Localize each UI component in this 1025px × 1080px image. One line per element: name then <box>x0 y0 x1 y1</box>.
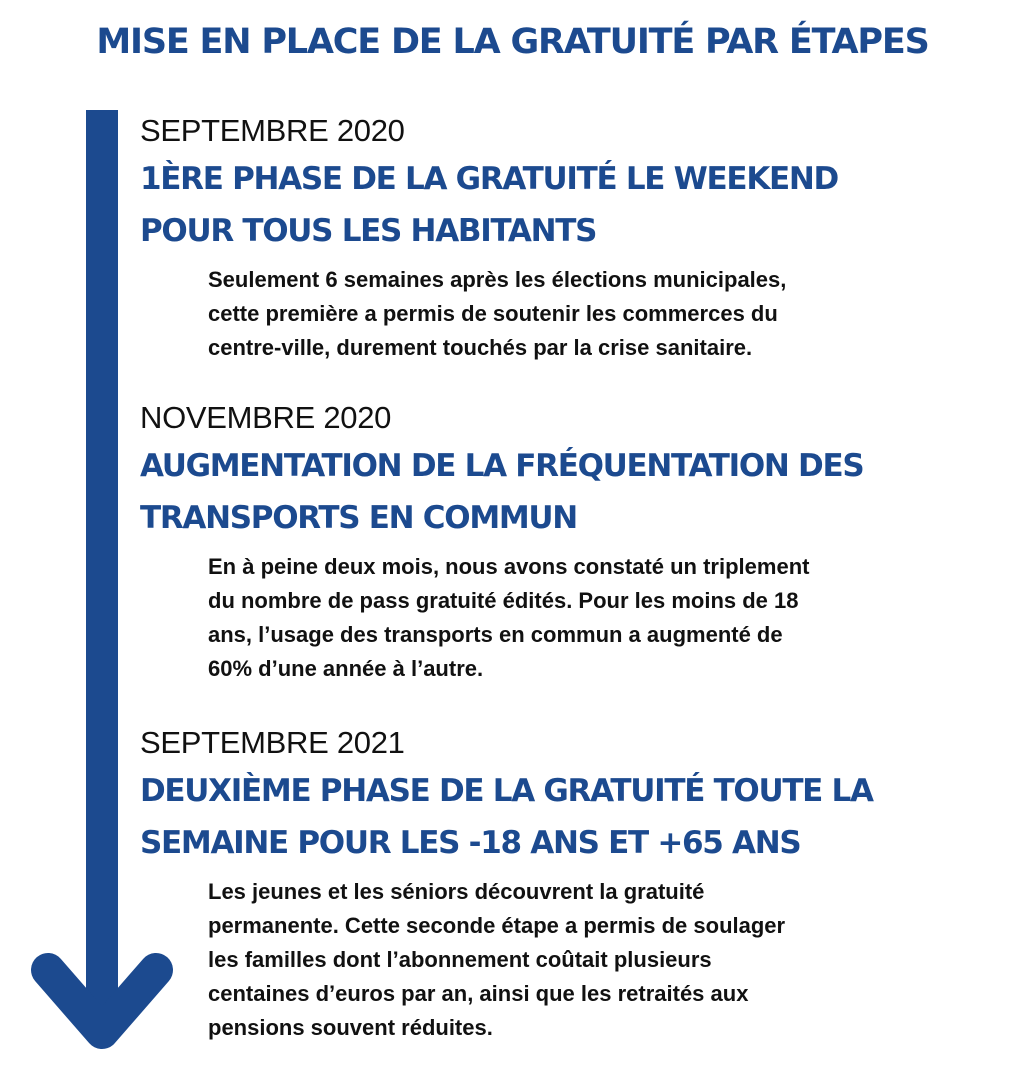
entry-heading <box>140 765 1000 869</box>
entry-heading-line: DEUXIÈME PHASE DE LA GRATUITÉ TOUTE LA <box>140 773 873 809</box>
entry-description <box>208 875 1000 1045</box>
entry-heading <box>140 153 1000 257</box>
entry-heading-line: TRANSPORTS EN COMMUN <box>140 500 577 536</box>
entry-description-line: les familles dont l’abonnement coûtait plusieurs <box>208 947 712 972</box>
entry-date: SEPTEMBRE 2020 <box>140 113 405 148</box>
entry-description-line: cette première a permis de soutenir les commerces du <box>208 301 778 326</box>
entry-heading <box>140 440 1000 544</box>
timeline-entry-september-2021 <box>140 725 1000 1045</box>
entry-description <box>208 550 1000 686</box>
entry-description-line: Seulement 6 semaines après les élections municipales, <box>208 267 787 292</box>
entry-heading-line: 1ÈRE PHASE DE LA GRATUITÉ LE WEEKEND <box>140 161 838 197</box>
entry-description-line: ans, l’usage des transports en commun a augmenté de <box>208 622 783 647</box>
entry-description-line: centaines d’euros par an, ainsi que les retraités aux <box>208 981 749 1006</box>
entry-description-line: Les jeunes et les séniors découvrent la gratuité <box>208 879 705 904</box>
entry-description <box>208 263 1000 365</box>
page-title: MISE EN PLACE DE LA GRATUITÉ PAR ÉTAPES <box>96 22 929 62</box>
entry-date: NOVEMBRE 2020 <box>140 400 392 435</box>
entry-description-line: centre-ville, durement touchés par la crise sanitaire. <box>208 335 753 360</box>
entry-heading-line: SEMAINE POUR LES -18 ANS ET +65 ANS <box>140 825 801 861</box>
entry-date: SEPTEMBRE 2021 <box>140 725 405 760</box>
entry-heading-line: AUGMENTATION DE LA FRÉQUENTATION DES <box>140 448 864 484</box>
timeline-entry-september-2020 <box>140 113 1000 365</box>
entry-description-line: En à peine deux mois, nous avons constaté un triplement <box>208 554 810 579</box>
entry-description-line: permanente. Cette seconde étape a permis de soulager <box>208 913 786 938</box>
entry-description-line: du nombre de pass gratuité édités. Pour les moins de 18 <box>208 588 799 613</box>
entry-description-line: pensions souvent réduites. <box>208 1015 493 1040</box>
entry-heading-line: POUR TOUS LES HABITANTS <box>140 213 597 249</box>
timeline-entry-november-2020 <box>140 400 1000 686</box>
entry-description-line: 60% d’une année à l’autre. <box>208 656 484 681</box>
timeline-arrow-shaft <box>86 110 118 1035</box>
